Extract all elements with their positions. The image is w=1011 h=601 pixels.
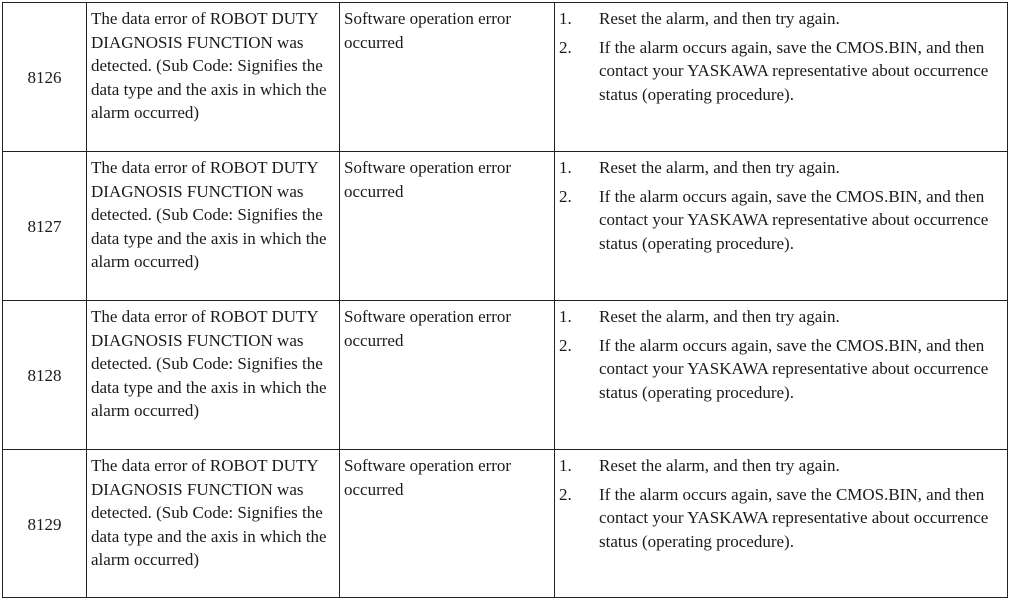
step-text: If the alarm occurs again, save the CMOS.BIN, and then contact your YASKAWA representative about occurrence status (operating procedure). bbox=[599, 37, 989, 104]
step-number: 1. bbox=[559, 456, 572, 475]
remedy-step bbox=[559, 305, 1001, 329]
remedy-step bbox=[559, 36, 1001, 107]
cause-text: The data error of ROBOT DUTY DIAGNOSIS FUNCTION was detected. (Sub Code: Signifies the data type and the axis in which the alarm occurred) bbox=[91, 158, 327, 271]
alarm-code: 8129 bbox=[27, 514, 62, 534]
remedy-step bbox=[559, 454, 1001, 478]
remedy-cell bbox=[555, 301, 1008, 450]
step-number: 2. bbox=[559, 484, 572, 504]
remedy-list bbox=[559, 305, 1001, 404]
alarm-code-cell bbox=[3, 450, 87, 598]
alarm-code: 8126 bbox=[27, 68, 62, 88]
table-row bbox=[3, 3, 1008, 152]
step-text: Reset the alarm, and then try again. bbox=[599, 456, 840, 475]
cause-text: The data error of ROBOT DUTY DIAGNOSIS FUNCTION was detected. (Sub Code: Signifies the data type and the axis in which the alarm occurred) bbox=[91, 307, 327, 420]
meaning-cell bbox=[340, 3, 555, 152]
remedy-step bbox=[559, 185, 1001, 256]
table-row bbox=[3, 301, 1008, 450]
remedy-list bbox=[559, 156, 1001, 255]
alarm-code-cell bbox=[3, 301, 87, 450]
remedy-step bbox=[559, 7, 1001, 31]
step-text: Reset the alarm, and then try again. bbox=[599, 158, 840, 177]
remedy-cell bbox=[555, 3, 1008, 152]
step-number: 1. bbox=[559, 307, 572, 326]
table-row bbox=[3, 450, 1008, 598]
remedy-step bbox=[559, 334, 1001, 405]
remedy-list bbox=[559, 454, 1001, 553]
alarm-code: 8127 bbox=[27, 217, 62, 237]
remedy-cell bbox=[555, 152, 1008, 301]
remedy-list bbox=[559, 7, 1001, 106]
alarm-code: 8128 bbox=[27, 366, 62, 386]
meaning-text: Software operation error occurred bbox=[344, 307, 512, 350]
meaning-cell bbox=[340, 152, 555, 301]
step-text: Reset the alarm, and then try again. bbox=[599, 9, 840, 28]
meaning-text: Software operation error occurred bbox=[344, 158, 512, 201]
cause-cell bbox=[87, 3, 340, 152]
meaning-text: Software operation error occurred bbox=[344, 456, 512, 499]
alarm-table bbox=[2, 2, 1008, 598]
step-number: 1. bbox=[559, 158, 572, 177]
step-number: 2. bbox=[559, 186, 572, 206]
step-number: 2. bbox=[559, 335, 572, 355]
remedy-cell bbox=[555, 450, 1008, 598]
step-text: Reset the alarm, and then try again. bbox=[599, 307, 840, 326]
cause-cell bbox=[87, 301, 340, 450]
meaning-cell bbox=[340, 450, 555, 598]
remedy-step bbox=[559, 483, 1001, 554]
meaning-cell bbox=[340, 301, 555, 450]
step-text: If the alarm occurs again, save the CMOS.BIN, and then contact your YASKAWA representative about occurrence status (operating procedure). bbox=[599, 335, 989, 402]
remedy-step bbox=[559, 156, 1001, 180]
cause-text: The data error of ROBOT DUTY DIAGNOSIS FUNCTION was detected. (Sub Code: Signifies the data type and the axis in which the alarm occurred) bbox=[91, 456, 327, 569]
cause-text: The data error of ROBOT DUTY DIAGNOSIS FUNCTION was detected. (Sub Code: Signifies the data type and the axis in which the alarm occurred) bbox=[91, 9, 327, 122]
step-number: 2. bbox=[559, 37, 572, 57]
cause-cell bbox=[87, 152, 340, 301]
meaning-text: Software operation error occurred bbox=[344, 9, 512, 52]
step-text: If the alarm occurs again, save the CMOS.BIN, and then contact your YASKAWA representative about occurrence status (operating procedure). bbox=[599, 484, 989, 551]
alarm-code-cell bbox=[3, 152, 87, 301]
table-row bbox=[3, 152, 1008, 301]
alarm-code-cell bbox=[3, 3, 87, 152]
step-text: If the alarm occurs again, save the CMOS.BIN, and then contact your YASKAWA representative about occurrence status (operating procedure). bbox=[599, 186, 989, 253]
step-number: 1. bbox=[559, 9, 572, 28]
cause-cell bbox=[87, 450, 340, 598]
